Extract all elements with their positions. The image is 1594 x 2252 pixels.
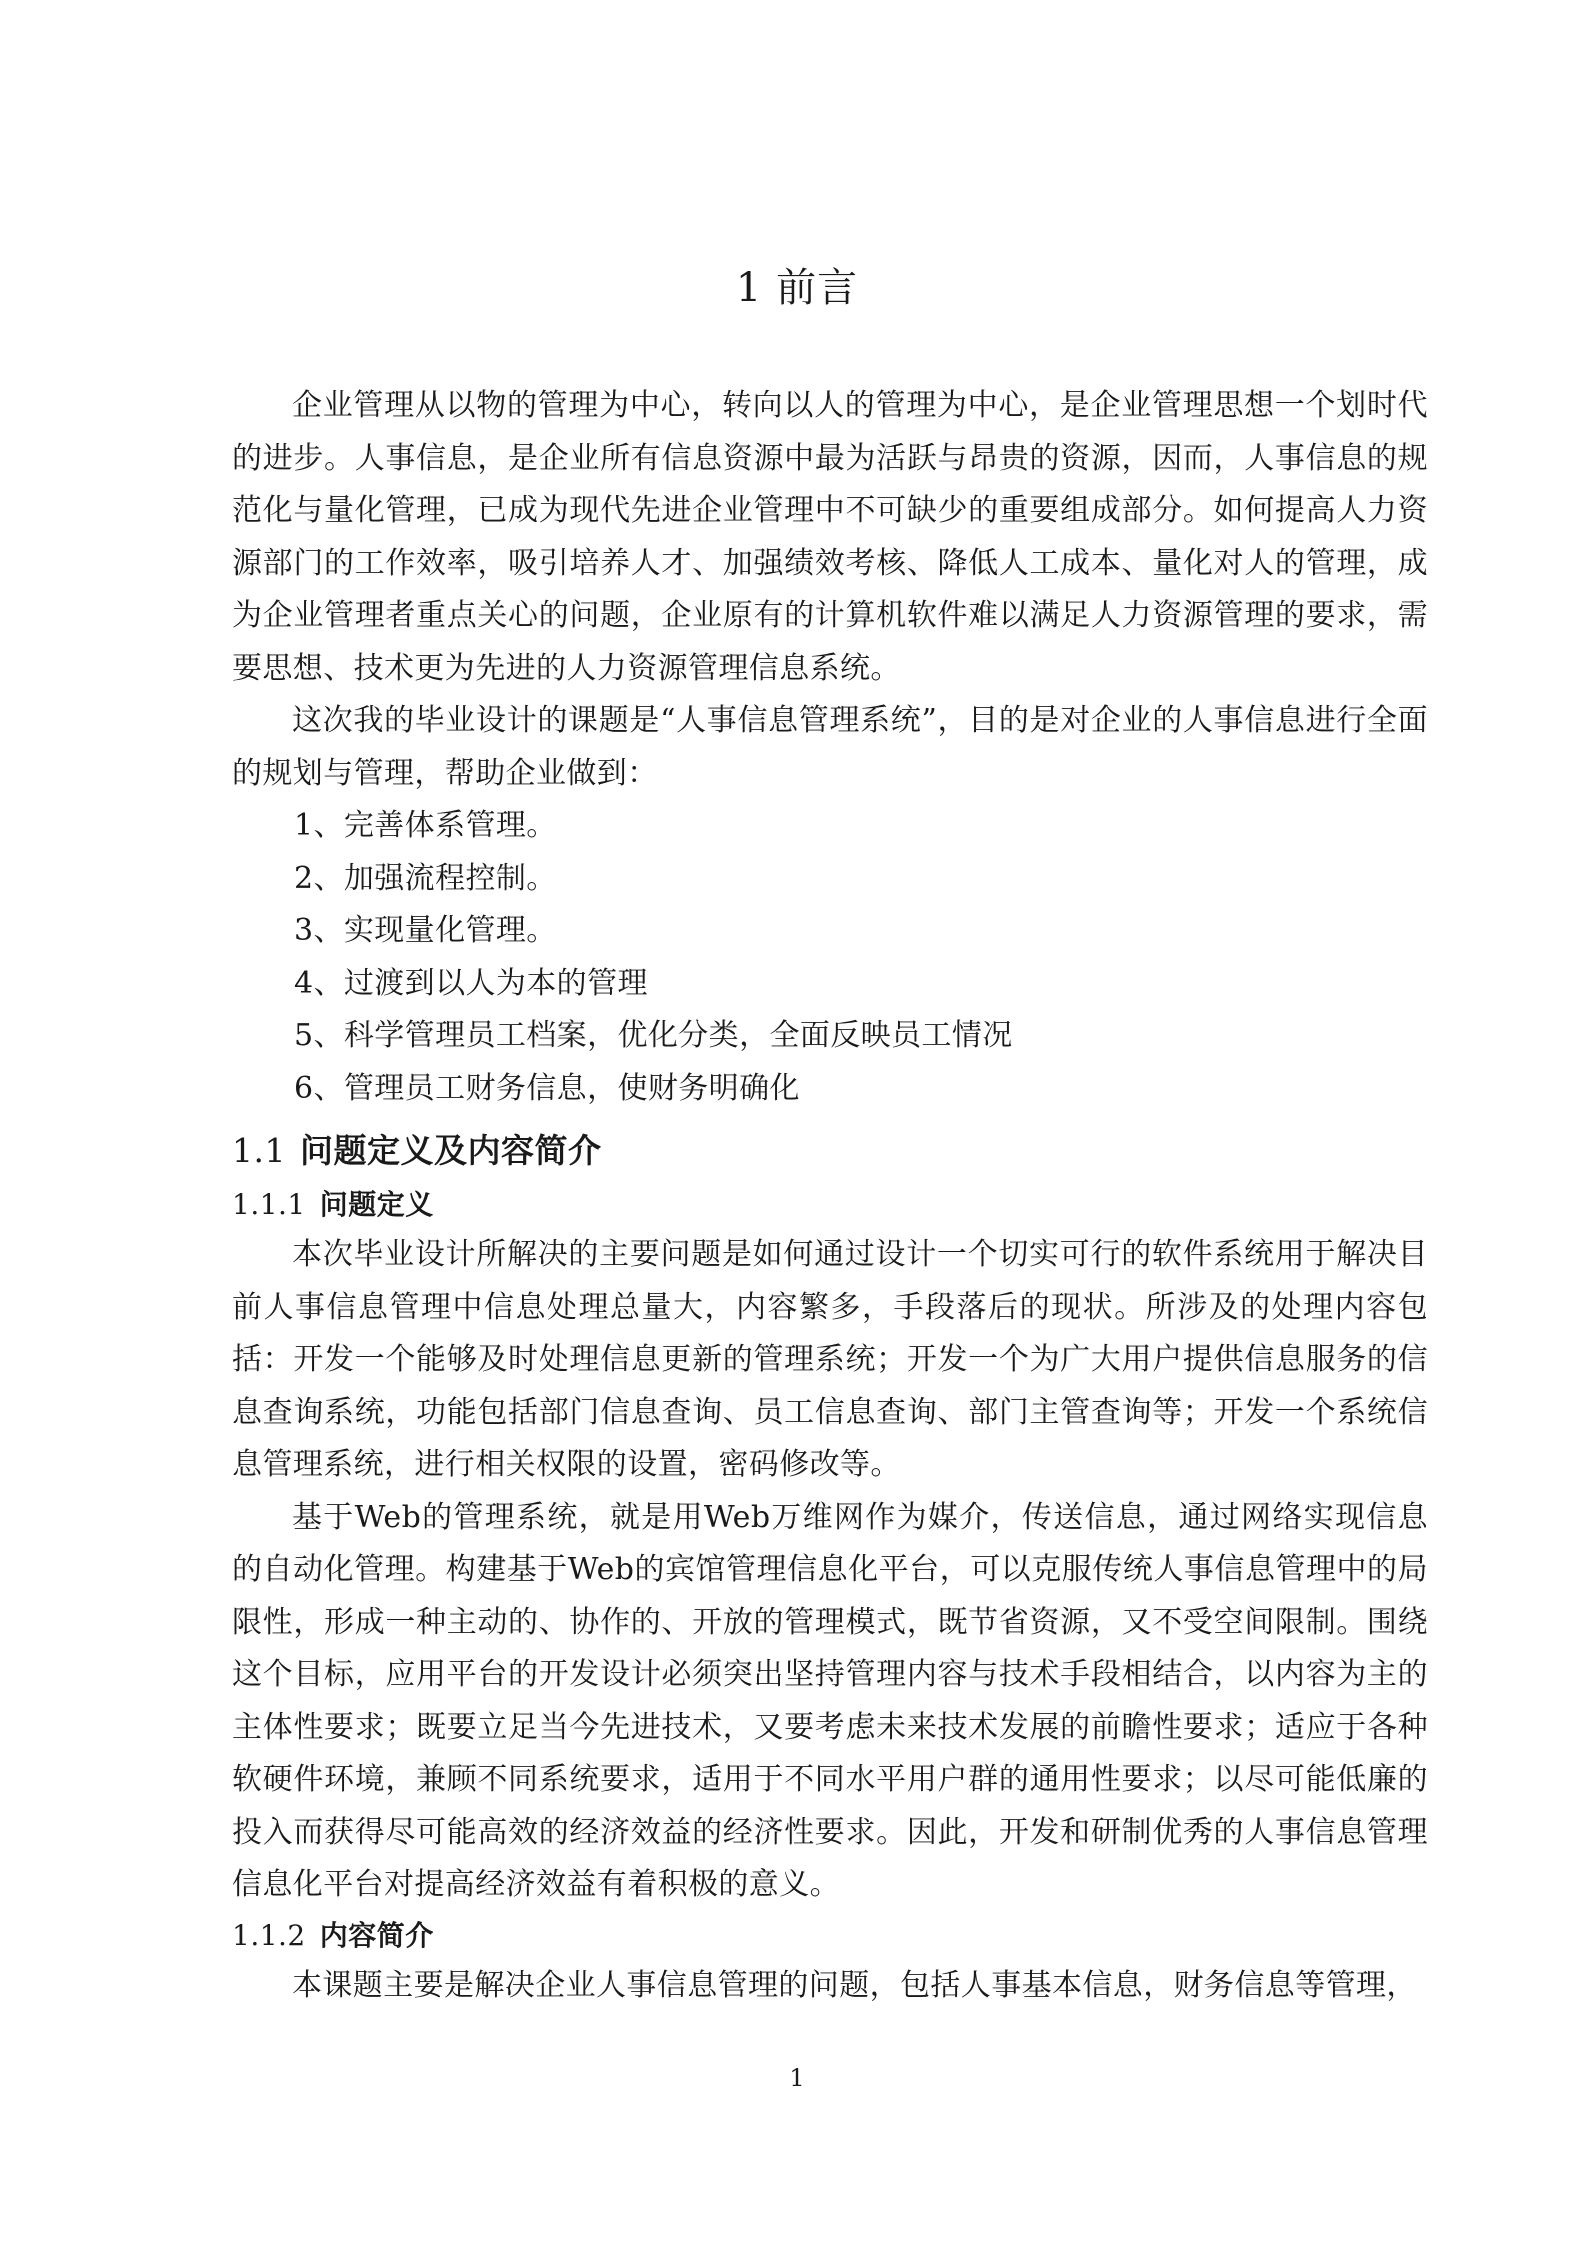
subsection-number: 1.1.2 xyxy=(232,1918,306,1952)
page-number: 1 xyxy=(789,2064,805,2092)
problem-paragraph-2: 基于Web的管理系统，就是用Web万维网作为媒介，传送信息，通过网络实现信息的自动化管理。构建基于Web的宾馆管理信息化平台，可以克服传统人事信息管理中的局限性，形成一种主动的、协作的、开放的管理模式，既节省资源，又不受空间限制。围绕这个目标，应用平台的开发设计必须突出坚持管理内容与技术手段相结合，以内容为主的主体性要求；既要立足当今先进技术，又要考虑未来技术发展的前瞻性要求；适应于各种软硬件环境，兼顾不同系统要求，适用于不同水平用户群的通用性要求；以尽可能低廉的投入而获得尽可能高效的经济效益的经济性要求。因此，开发和研制优秀的人事信息管理信息化平台对提高经济效益有着积极的意义。 xyxy=(232,1499,1428,1902)
list-item: 6、管理员工财务信息，使财务明确化 xyxy=(294,1070,800,1106)
subsection-heading-1-1-2 xyxy=(232,1912,1428,1960)
goal-list xyxy=(232,800,1428,1115)
subsection-title: 问题定义 xyxy=(319,1188,434,1221)
list-item: 3、实现量化管理。 xyxy=(294,913,557,948)
section-title: 问题定义及内容简介 xyxy=(299,1131,602,1170)
subsection-title: 内容简介 xyxy=(319,1918,434,1952)
page-content xyxy=(232,380,1428,2012)
problem-paragraph-1: 本次毕业设计所解决的主要问题是如何通过设计一个切实可行的软件系统用于解决目前人事信息管理中信息处理总量大，内容繁多，手段落后的现状。所涉及的处理内容包括：开发一个能够及时处理信息更新的管理系统；开发一个为广大用户提供信息服务的信息查询系统，功能包括部门信息查询、员工信息查询、部门主管查询等；开发一个系统信息管理系统，进行相关权限的设置，密码修改等。 xyxy=(232,1237,1428,1482)
list-item: 1、完善体系管理。 xyxy=(294,808,557,843)
intro-paragraph-1: 企业管理从以物的管理为中心，转向以人的管理为中心，是企业管理思想一个划时代的进步。人事信息，是企业所有信息资源中最为活跃与昂贵的资源，因而，人事信息的规范化与量化管理，已成为现代先进企业管理中不可缺少的重要组成部分。如何提高人力资源部门的工作效率，吸引培养人才、加强绩效考核、降低人工成本、量化对人的管理，成为企业管理者重点关心的问题，企业原有的计算机软件难以满足人力资源管理的要求，需要思想、技术更为先进的人力资源管理信息系统。 xyxy=(232,388,1428,686)
list-item: 2、加强流程控制。 xyxy=(294,860,557,896)
content-paragraph-1: 本课题主要是解决企业人事信息管理的问题，包括人事基本信息，财务信息等管理， xyxy=(292,1967,1417,2003)
list-item: 5、科学管理员工档案，优化分类，全面反映员工情况 xyxy=(294,1018,1013,1053)
chapter-title: 1 前言 xyxy=(735,265,859,311)
section-number: 1.1 xyxy=(232,1131,286,1170)
section-heading-1-1 xyxy=(232,1123,1428,1179)
list-item: 4、过渡到以人为本的管理 xyxy=(294,965,648,1001)
intro-paragraph-2: 这次我的毕业设计的课题是“人事信息管理系统”，目的是对企业的人事信息进行全面的规划与管理，帮助企业做到： xyxy=(232,703,1428,791)
subsection-number: 1.1.1 xyxy=(232,1188,306,1221)
subsection-heading-1-1-1 xyxy=(232,1181,1428,1229)
